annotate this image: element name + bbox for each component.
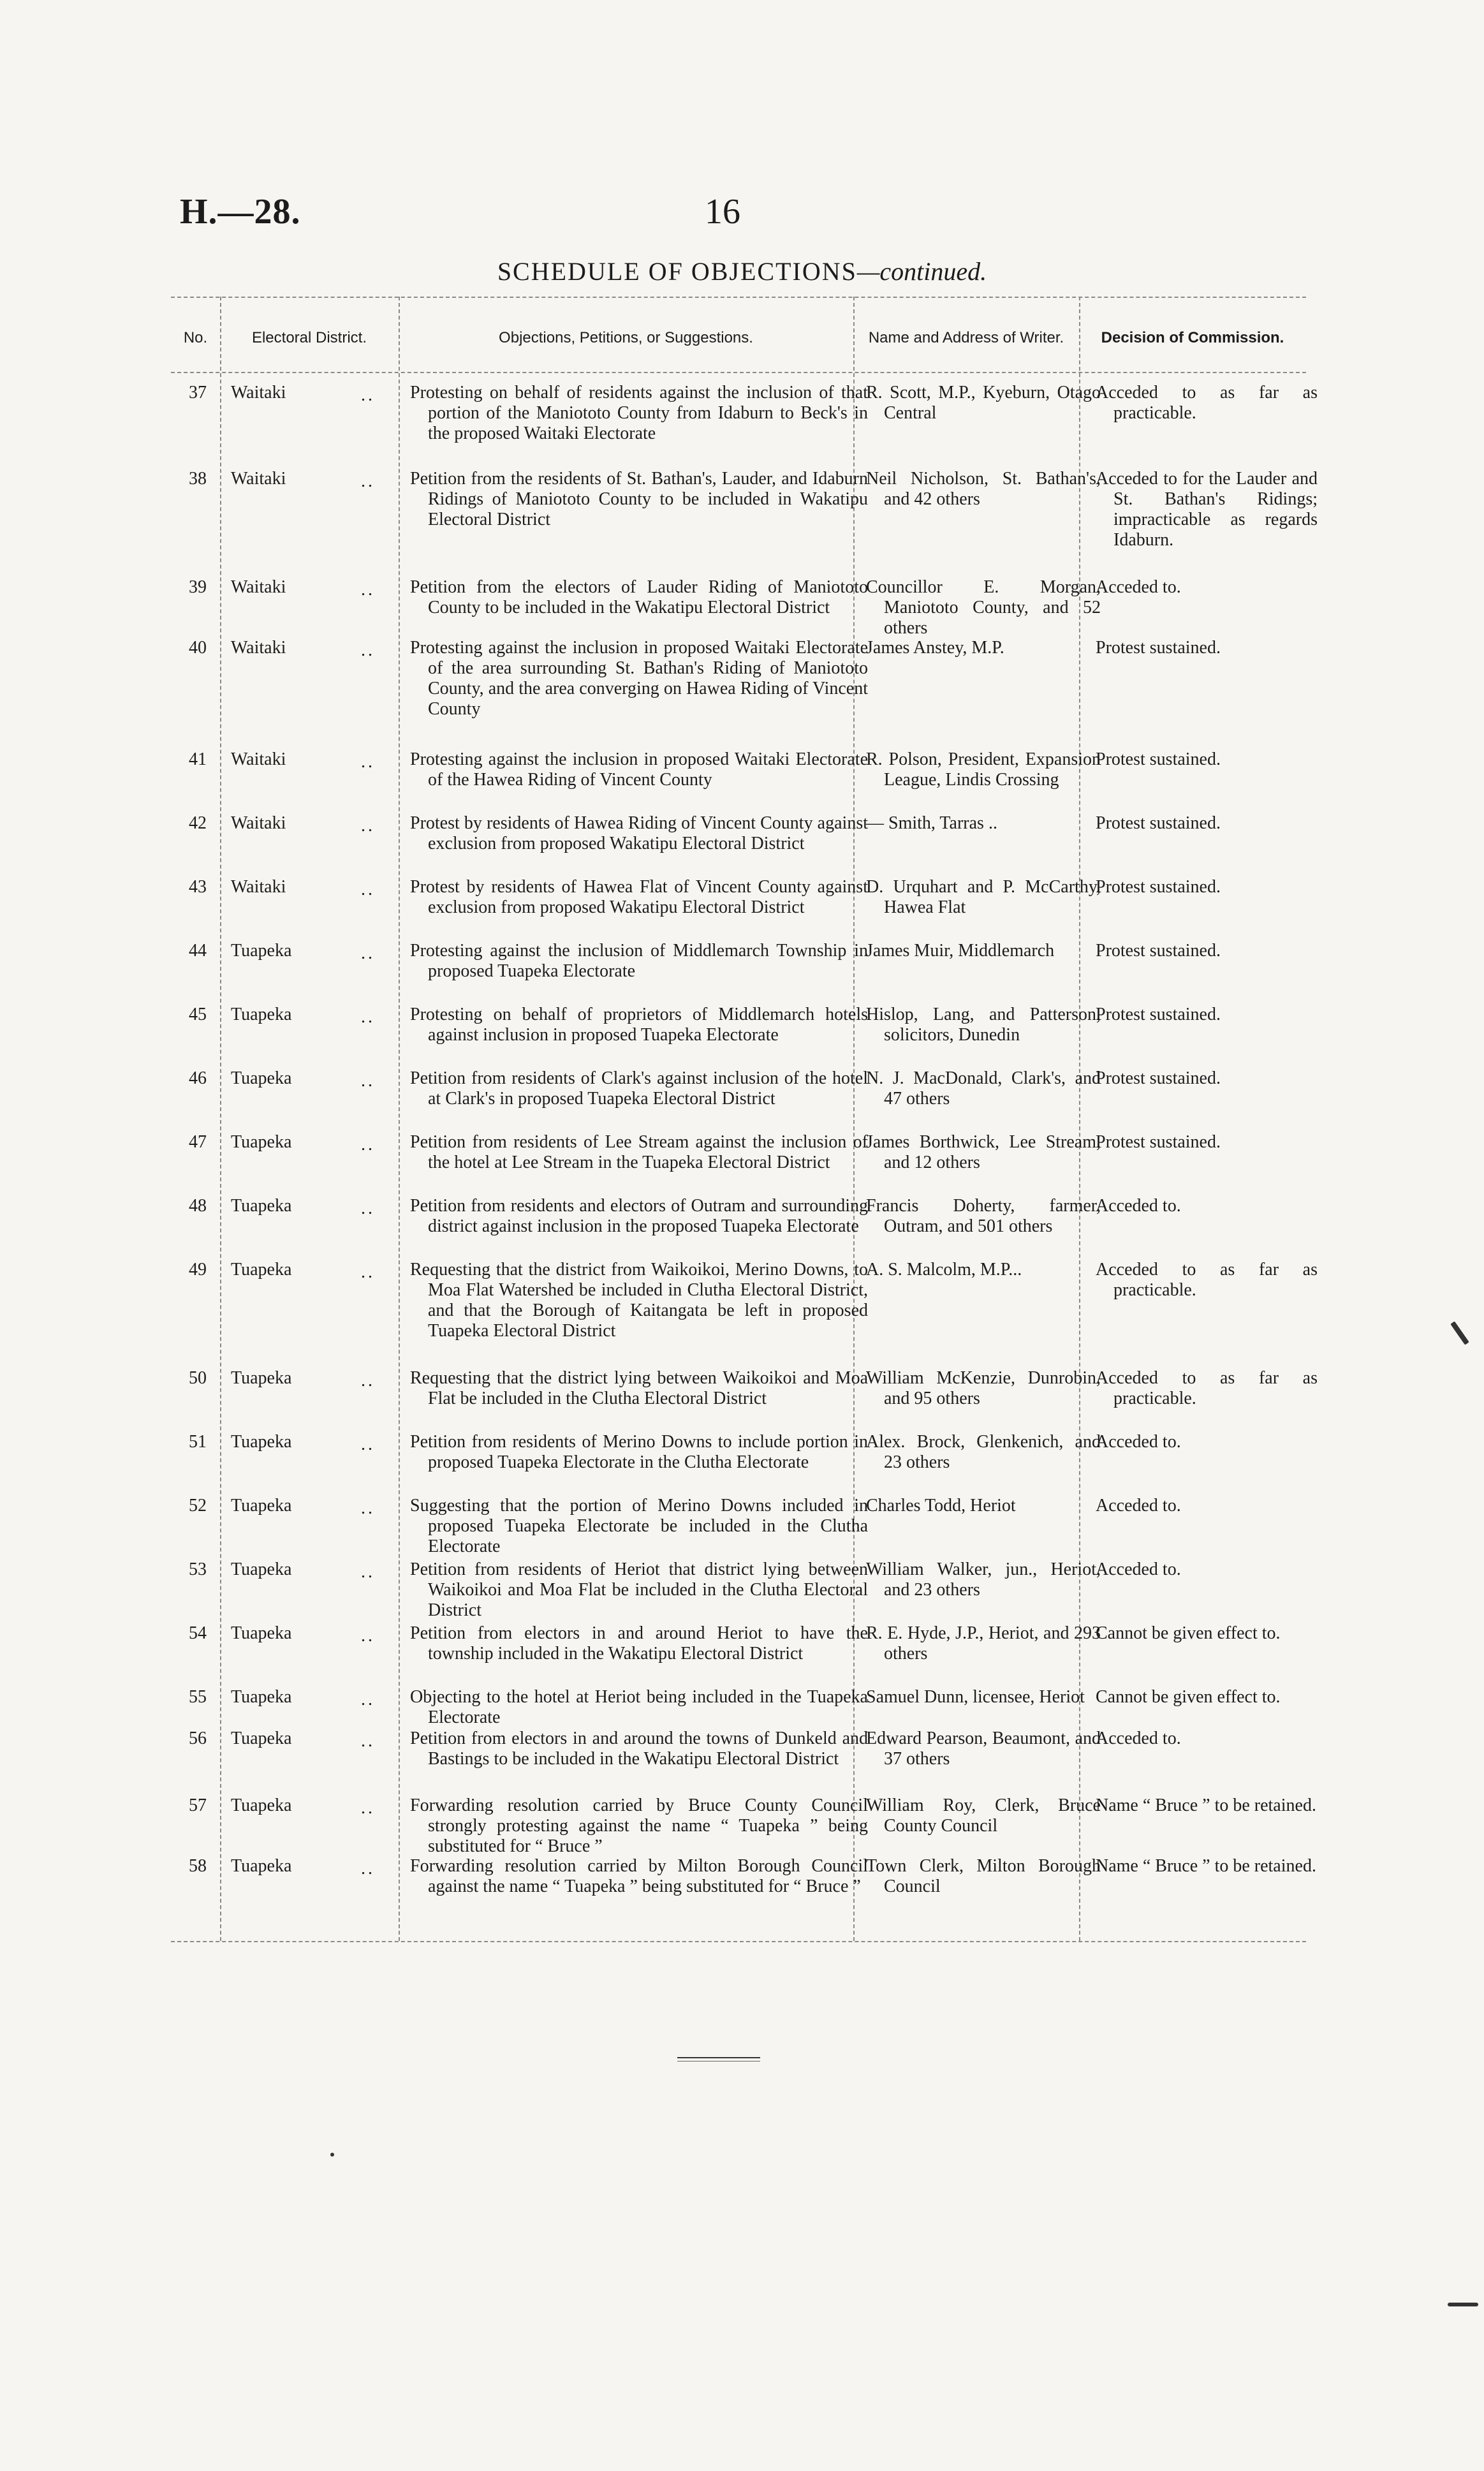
column-header-objections: Objections, Petitions, or Suggestions. xyxy=(499,329,753,347)
electoral-district: Waitaki xyxy=(231,577,286,597)
row-number: 49 xyxy=(189,1260,207,1280)
print-mark xyxy=(1448,2303,1478,2306)
commission-decision: Protest sustained. xyxy=(1096,638,1221,658)
commission-decision: Protest sustained. xyxy=(1096,941,1221,961)
writer-name-address: Francis Doherty, farmer, Outram, and 501 others xyxy=(866,1196,1101,1236)
writer-name-address: James Anstey, M.P. xyxy=(866,638,1004,658)
column-header-writer: Name and Address of Writer. xyxy=(868,329,1064,347)
electoral-district: Tuapeka xyxy=(231,1432,292,1452)
page-title xyxy=(0,256,1484,286)
objection-text: Suggesting that the portion of Merino Downs included in proposed Tuapeka Electorate be included in the Clutha Electorate xyxy=(410,1496,868,1556)
column-header-district: Electoral District. xyxy=(251,329,367,347)
commission-decision: Acceded to as far as practicable. xyxy=(1096,383,1318,423)
electoral-district: Waitaki xyxy=(231,749,286,769)
writer-name-address: R. Polson, President, Expansion League, Lindis Crossing xyxy=(866,749,1101,790)
row-number: 41 xyxy=(189,749,207,769)
closing-rule xyxy=(677,2057,760,2058)
leader-dots: .. xyxy=(361,1435,375,1454)
writer-name-address: James Muir, Middlemarch xyxy=(866,941,1055,961)
writer-name-address: William Walker, jun., Heriot, and 23 others xyxy=(866,1560,1101,1600)
writer-name-address: D. Urquhart and P. McCarthy, Hawea Flat xyxy=(866,877,1101,917)
commission-decision: Name “ Bruce ” to be retained. xyxy=(1096,1796,1316,1815)
objection-text: Protesting against the inclusion in proposed Waitaki Electorate of the Hawea Riding of Vincent County xyxy=(410,749,868,790)
electoral-district: Tuapeka xyxy=(231,1368,292,1388)
commission-decision: Name “ Bruce ” to be retained. xyxy=(1096,1856,1316,1876)
commission-decision: Acceded to as far as practicable. xyxy=(1096,1260,1318,1300)
leader-dots: .. xyxy=(361,880,375,899)
leader-dots: .. xyxy=(361,1498,375,1518)
leader-dots: .. xyxy=(361,640,375,660)
objection-text: Petition from residents of Lee Stream against the inclusion of the hotel at Lee Stream in the Tuapeka Electoral District xyxy=(410,1132,868,1172)
commission-decision: Protest sustained. xyxy=(1096,1068,1221,1088)
writer-name-address: William Roy, Clerk, Bruce County Council xyxy=(866,1796,1101,1836)
commission-decision: Acceded to. xyxy=(1096,1560,1181,1579)
row-number: 46 xyxy=(189,1068,207,1088)
objection-text: Protest by residents of Hawea Riding of Vincent County against exclusion from proposed Wakatipu Electoral District xyxy=(410,813,868,853)
commission-decision: Protest sustained. xyxy=(1096,1132,1221,1152)
electoral-district: Waitaki xyxy=(231,877,286,897)
leader-dots: .. xyxy=(361,752,375,772)
row-number: 56 xyxy=(189,1729,207,1748)
row-number: 54 xyxy=(189,1623,207,1643)
objection-text: Protesting on behalf of proprietors of Middlemarch hotels against inclusion in proposed Tuapeka Electorate xyxy=(410,1005,868,1045)
writer-name-address: Hislop, Lang, and Patterson, solicitors, Dunedin xyxy=(866,1005,1101,1045)
row-number: 47 xyxy=(189,1132,207,1152)
commission-decision: Acceded to for the Lauder and St. Bathan's Ridings; impracticable as regards Idaburn. xyxy=(1096,469,1318,550)
commission-decision: Protest sustained. xyxy=(1096,1005,1221,1024)
leader-dots: .. xyxy=(361,471,375,491)
leader-dots: .. xyxy=(361,1262,375,1282)
objection-text: Petition from residents of Clark's against inclusion of the hotel at Clark's in proposed Tuapeka Electoral District xyxy=(410,1068,868,1109)
objection-text: Petition from the residents of St. Bathan's, Lauder, and Idaburn Ridings of Maniototo County to be included in Wakatipu Electoral District xyxy=(410,469,868,529)
objection-text: Petition from residents of Merino Downs to include portion in proposed Tuapeka Electorate in the Clutha Electorate xyxy=(410,1432,868,1472)
print-mark xyxy=(1450,1321,1469,1345)
row-number: 37 xyxy=(189,383,207,402)
objection-text: Protesting against the inclusion of Middlemarch Township in proposed Tuapeka Electorate xyxy=(410,941,868,981)
objection-text: Requesting that the district lying between Waikoikoi and Moa Flat be included in the Clutha Electoral District xyxy=(410,1368,868,1408)
column-header-decision: Decision of Commission. xyxy=(1101,329,1284,347)
writer-name-address: Edward Pearson, Beaumont, and 37 others xyxy=(866,1729,1101,1769)
column-divider xyxy=(220,297,221,1941)
leader-dots: .. xyxy=(361,1199,375,1218)
objection-text: Forwarding resolution carried by Bruce County Council strongly protesting against the name “ Tuapeka ” being substituted for “ Bruce ” xyxy=(410,1796,868,1856)
electoral-district: Tuapeka xyxy=(231,1068,292,1088)
electoral-district: Waitaki xyxy=(231,469,286,489)
leader-dots: .. xyxy=(361,1731,375,1751)
writer-name-address: Samuel Dunn, licensee, Heriot xyxy=(866,1687,1085,1707)
leader-dots: .. xyxy=(361,1371,375,1390)
writer-name-address: Neil Nicholson, St. Bathan's, and 42 others xyxy=(866,469,1101,509)
commission-decision: Acceded to. xyxy=(1096,1496,1181,1516)
row-number: 42 xyxy=(189,813,207,833)
row-number: 52 xyxy=(189,1496,207,1516)
table-bottom-rule xyxy=(171,1941,1306,1942)
commission-decision: Acceded to. xyxy=(1096,577,1181,597)
row-number: 58 xyxy=(189,1856,207,1876)
title-continued: —continued. xyxy=(856,257,987,286)
writer-name-address: William McKenzie, Dunrobin, and 95 others xyxy=(866,1368,1101,1408)
row-number: 44 xyxy=(189,941,207,961)
commission-decision: Acceded to. xyxy=(1096,1729,1181,1748)
row-number: 40 xyxy=(189,638,207,658)
row-number: 39 xyxy=(189,577,207,597)
commission-decision: Acceded to as far as practicable. xyxy=(1096,1368,1318,1408)
title-main: SCHEDULE OF OBJECTIONS xyxy=(497,257,857,286)
objection-text: Objecting to the hotel at Heriot being included in the Tuapeka Electorate xyxy=(410,1687,868,1727)
objection-text: Petition from residents of Heriot that district lying between Waikoikoi and Moa Flat be included in the Clutha Electoral District xyxy=(410,1560,868,1620)
writer-name-address: Councillor E. Morgan, Maniototo County, and 52 others xyxy=(866,577,1101,638)
objection-text: Protest by residents of Hawea Flat of Vincent County against exclusion from proposed Wakatipu Electoral District xyxy=(410,877,868,917)
electoral-district: Waitaki xyxy=(231,813,286,833)
writer-name-address: — Smith, Tarras .. xyxy=(866,813,997,833)
objection-text: Forwarding resolution carried by Milton Borough Council against the name “ Tuapeka ” being substituted for “ Bruce ” xyxy=(410,1856,868,1896)
commission-decision: Protest sustained. xyxy=(1096,813,1221,833)
electoral-district: Tuapeka xyxy=(231,1796,292,1815)
objection-text: Petition from electors in and around Heriot to have the township included in the Wakatipu Electoral District xyxy=(410,1623,868,1663)
commission-decision: Acceded to. xyxy=(1096,1196,1181,1216)
leader-dots: .. xyxy=(361,943,375,963)
commission-decision: Cannot be given effect to. xyxy=(1096,1623,1281,1643)
writer-name-address: Alex. Brock, Glenkenich, and 23 others xyxy=(866,1432,1101,1472)
row-number: 53 xyxy=(189,1560,207,1579)
leader-dots: .. xyxy=(361,1859,375,1878)
writer-name-address: R. Scott, M.P., Kyeburn, Otago Central xyxy=(866,383,1101,423)
leader-dots: .. xyxy=(361,1690,375,1709)
commission-decision: Protest sustained. xyxy=(1096,749,1221,769)
leader-dots: .. xyxy=(361,1135,375,1154)
objection-text: Petition from electors in and around the towns of Dunkeld and Bastings to be included in the Wakatipu Electoral District xyxy=(410,1729,868,1769)
objection-text: Protesting against the inclusion in proposed Waitaki Electorate of the area surrounding St. Bathan's Riding of Maniototo County, and the area converging on Hawea Riding of Vincent County xyxy=(410,638,868,719)
closing-rule-double xyxy=(677,2061,760,2062)
leader-dots: .. xyxy=(361,1562,375,1582)
electoral-district: Tuapeka xyxy=(231,1260,292,1280)
writer-name-address: R. E. Hyde, J.P., Heriot, and 293 others xyxy=(866,1623,1101,1663)
electoral-district: Tuapeka xyxy=(231,1196,292,1216)
writer-name-address: James Borthwick, Lee Stream, and 12 others xyxy=(866,1132,1101,1172)
column-divider xyxy=(399,297,400,1941)
row-number: 50 xyxy=(189,1368,207,1388)
row-number: 57 xyxy=(189,1796,207,1815)
row-number: 51 xyxy=(189,1432,207,1452)
column-header-no: No. xyxy=(183,329,208,347)
commission-decision: Cannot be given effect to. xyxy=(1096,1687,1281,1707)
row-number: 45 xyxy=(189,1005,207,1024)
electoral-district: Tuapeka xyxy=(231,1623,292,1643)
leader-dots: .. xyxy=(361,1626,375,1646)
print-speck xyxy=(330,2153,334,2157)
leader-dots: .. xyxy=(361,1007,375,1027)
page-number: 16 xyxy=(705,192,740,232)
electoral-district: Waitaki xyxy=(231,638,286,658)
leader-dots: .. xyxy=(361,1798,375,1818)
leader-dots: .. xyxy=(361,580,375,600)
objection-text: Requesting that the district from Waikoikoi, Merino Downs, to Moa Flat Watershed be included in Clutha Electoral District, and that the Borough of Kaitangata be left in proposed Tuapeka Electoral District xyxy=(410,1260,868,1341)
objection-text: Protesting on behalf of residents against the inclusion of that portion of the Maniototo County from Idaburn to Beck's in the proposed Waitaki Electorate xyxy=(410,383,868,443)
row-number: 38 xyxy=(189,469,207,489)
commission-decision: Protest sustained. xyxy=(1096,877,1221,897)
writer-name-address: N. J. MacDonald, Clark's, and 47 others xyxy=(866,1068,1101,1109)
electoral-district: Tuapeka xyxy=(231,941,292,961)
electoral-district: Tuapeka xyxy=(231,1132,292,1152)
row-number: 43 xyxy=(189,877,207,897)
writer-name-address: Town Clerk, Milton Borough Council xyxy=(866,1856,1101,1896)
row-number: 55 xyxy=(189,1687,207,1707)
leader-dots: .. xyxy=(361,816,375,836)
leader-dots: .. xyxy=(361,1071,375,1091)
row-number: 48 xyxy=(189,1196,207,1216)
objection-text: Petition from the electors of Lauder Riding of Maniototo County to be included in the Wakatipu Electoral District xyxy=(410,577,868,617)
electoral-district: Tuapeka xyxy=(231,1856,292,1876)
electoral-district: Tuapeka xyxy=(231,1005,292,1024)
electoral-district: Waitaki xyxy=(231,383,286,402)
table-header-rule xyxy=(171,372,1306,373)
writer-name-address: A. S. Malcolm, M.P... xyxy=(866,1260,1022,1280)
writer-name-address: Charles Todd, Heriot xyxy=(866,1496,1016,1516)
electoral-district: Tuapeka xyxy=(231,1560,292,1579)
objection-text: Petition from residents and electors of Outram and surrounding district against inclusion in the proposed Tuapeka Electorate xyxy=(410,1196,868,1236)
electoral-district: Tuapeka xyxy=(231,1496,292,1516)
electoral-district: Tuapeka xyxy=(231,1687,292,1707)
electoral-district: Tuapeka xyxy=(231,1729,292,1748)
leader-dots: .. xyxy=(361,385,375,405)
commission-decision: Acceded to. xyxy=(1096,1432,1181,1452)
table-top-rule xyxy=(171,297,1306,298)
document-reference: H.—28. xyxy=(180,192,301,232)
